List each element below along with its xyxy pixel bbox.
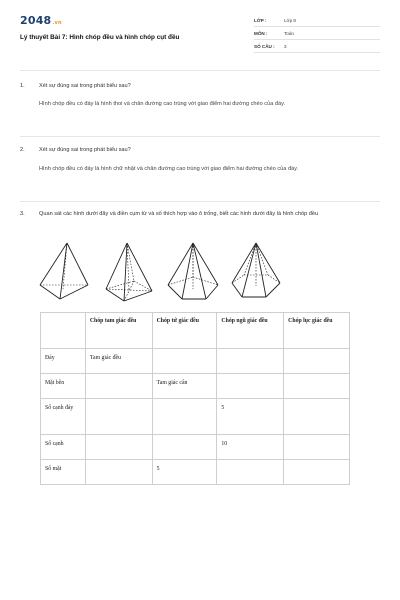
- question-prompt: Quan sát các hình dưới đây và điền cụm từ và số thích hợp vào ô trống, biết các hình dưới đây là hình chóp đều: [39, 211, 319, 217]
- pyramid-figures: [36, 239, 286, 303]
- table-cell[interactable]: Tam giác đều: [85, 349, 152, 374]
- question-statement: Hình chóp đều có đáy là hình chữ nhật và chân đường cao trùng với giao điểm hai đường chéo của đáy.: [39, 166, 299, 172]
- table-row: [41, 399, 350, 435]
- table-cell[interactable]: [284, 435, 350, 460]
- table-header-cell: [41, 313, 86, 349]
- meta-value: Toán: [284, 31, 294, 36]
- question-prompt: Xét sự đúng sai trong phát biểu sau?: [39, 147, 131, 153]
- question-2: [20, 146, 380, 190]
- site-logo[interactable]: [20, 14, 62, 27]
- question-3: [20, 210, 380, 232]
- table-cell[interactable]: [284, 374, 350, 399]
- document-title: Lý thuyết Bài 7: Hình chóp đều và hình chóp cụt đều: [20, 34, 180, 41]
- table-cell[interactable]: [85, 435, 152, 460]
- meta-label: SỐ CÂU :: [254, 44, 275, 49]
- question-statement: Hình chóp đều có đáy là hình thoi và chân đường cao trùng với giao điểm hai đường chéo của đáy.: [39, 101, 286, 107]
- divider: [20, 70, 380, 71]
- table-cell[interactable]: [284, 460, 350, 485]
- table-row: [41, 374, 350, 399]
- question-number: 3.: [20, 211, 25, 217]
- table-cell[interactable]: [85, 399, 152, 435]
- row-label: Số cạnh đáy: [41, 399, 86, 435]
- question-1: [20, 82, 380, 122]
- meta-panel: [254, 14, 380, 53]
- table-header-cell: Chóp tam giác đều: [85, 313, 152, 349]
- table-header-cell: Chóp ngũ giác đều: [217, 313, 284, 349]
- table-row: [41, 460, 350, 485]
- logo-text: 2048: [20, 14, 52, 27]
- question-number: 2.: [20, 147, 25, 153]
- table-cell[interactable]: [284, 349, 350, 374]
- divider: [20, 201, 380, 202]
- logo-suffix: .vn: [52, 20, 62, 26]
- table-row: [41, 435, 350, 460]
- table-cell[interactable]: [217, 349, 284, 374]
- table-cell[interactable]: 5: [152, 460, 217, 485]
- table-header-row: [41, 313, 350, 349]
- row-label: Mặt bên: [41, 374, 86, 399]
- meta-value: 3: [284, 44, 287, 49]
- table-row: [41, 349, 350, 374]
- divider: [20, 136, 380, 137]
- pyramid-table: [40, 312, 350, 485]
- table-cell[interactable]: [85, 374, 152, 399]
- meta-value: Lớp 8: [284, 18, 296, 23]
- question-number: 1.: [20, 83, 25, 89]
- table-cell[interactable]: Tam giác cân: [152, 374, 217, 399]
- table-cell[interactable]: [284, 399, 350, 435]
- table-cell[interactable]: [152, 399, 217, 435]
- row-label: Số mặt: [41, 460, 86, 485]
- table-cell[interactable]: 5: [217, 399, 284, 435]
- document-header: [20, 14, 380, 64]
- meta-row-count: [254, 40, 380, 53]
- table-cell[interactable]: [85, 460, 152, 485]
- row-label: Đáy: [41, 349, 86, 374]
- table-header-cell: Chóp lục giác đều: [284, 313, 350, 349]
- meta-label: LỚP :: [254, 18, 267, 23]
- row-label: Số cạnh: [41, 435, 86, 460]
- table-header-cell: Chóp tứ giác đều: [152, 313, 217, 349]
- table-cell[interactable]: [152, 435, 217, 460]
- meta-row-subject: [254, 27, 380, 40]
- hexagonal-pyramid-icon: [228, 239, 284, 303]
- triangular-pyramid-icon: [36, 239, 92, 303]
- question-prompt: Xét sự đúng sai trong phát biểu sau?: [39, 83, 131, 89]
- square-pyramid-icon: [98, 239, 156, 303]
- table-cell[interactable]: 10: [217, 435, 284, 460]
- table-cell[interactable]: [217, 374, 284, 399]
- table-cell[interactable]: [152, 349, 217, 374]
- meta-row-grade: [254, 14, 380, 27]
- table-cell[interactable]: [217, 460, 284, 485]
- pentagonal-pyramid-icon: [164, 239, 222, 303]
- meta-label: MÔN :: [254, 31, 268, 36]
